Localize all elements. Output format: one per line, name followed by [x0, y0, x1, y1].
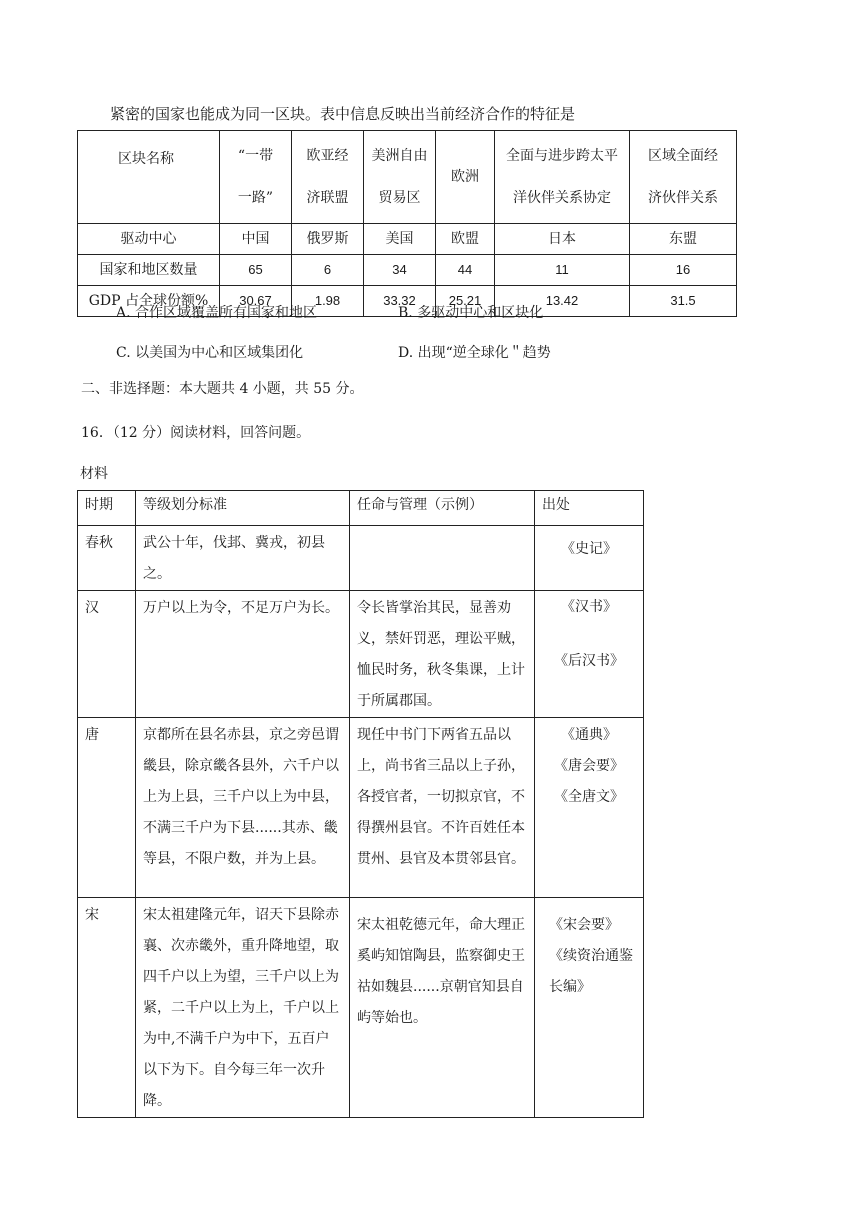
source-item: 《通典》: [561, 727, 617, 743]
table1-header-row: [78, 131, 737, 224]
table1-row-driver: [78, 224, 737, 255]
table-row: [78, 898, 644, 1118]
bloc-name-line1: “一带: [237, 148, 274, 164]
bloc-name-cell: [495, 131, 630, 224]
bloc-name-cell: [436, 131, 495, 224]
bloc-name-line2: 贸易区: [378, 190, 421, 206]
column-header: 等级划分标准: [136, 491, 350, 526]
table-cell: 俄罗斯: [292, 224, 364, 255]
table-cell: 31.5: [630, 286, 737, 317]
source-item: 《宋会要》: [549, 917, 619, 933]
standard-cell: 万户以上为令，不足万户为长。: [136, 591, 350, 718]
table-row: [78, 591, 644, 718]
table-cell: 25.21: [436, 286, 495, 317]
bloc-name-line2: 洋伙伴关系协定: [513, 190, 611, 206]
column-header: 任命与管理（示例）: [350, 491, 535, 526]
bloc-name-line1: 欧亚经: [306, 148, 349, 164]
table-row: [78, 718, 644, 898]
county-system-table: [77, 490, 644, 1118]
bloc-name-line1: 区域全面经: [648, 148, 718, 164]
question-16: 16．（12 分）阅读材料，回答问题。: [81, 425, 311, 441]
bloc-name-line2: 一路”: [237, 190, 274, 206]
standard-cell: 京都所在县名赤县，京之旁邑谓畿县，除京畿各县外，六千户以上为上县，三千户以上为中县，不满三千户为下县......其赤、畿等县，不限户数，并为上县。: [136, 718, 350, 898]
intro-text: 紧密的国家也能成为同一区块。表中信息反映出当前经济合作的特征是: [110, 105, 576, 123]
option-a: A. 合作区域覆盖所有国家和地区: [116, 305, 318, 321]
table-cell: 44: [436, 255, 495, 286]
period-cell: 唐: [78, 718, 136, 898]
standard-cell: 宋太祖建隆元年，诏天下县除赤襄、次赤畿外，重升降地望，取四千户以上为望，三千户以上为紧，二千户以上为上，千户以上为中,不满千户为中下，五百户以下为下。自今每三年一次升降。: [136, 898, 350, 1118]
source-cell: [535, 898, 644, 1118]
bloc-name-cell: [220, 131, 292, 224]
period-cell: 春秋: [78, 526, 136, 591]
section-heading: 二、非选择题：本大题共 4 小题，共 55 分。: [81, 381, 364, 397]
source-item: 《汉书》: [561, 599, 617, 615]
option-d: D. 出现“逆全球化＂趋势: [398, 345, 551, 361]
table-cell: 6: [292, 255, 364, 286]
table-cell: 中国: [220, 224, 292, 255]
source-cell: [535, 718, 644, 898]
table-cell: 16: [630, 255, 737, 286]
option-b: B. 多驱动中心和区块化: [398, 305, 544, 321]
source-cell: [535, 591, 644, 718]
bloc-name-line1: 欧洲: [451, 169, 479, 185]
table-cell: 日本: [495, 224, 630, 255]
column-header: 时期: [78, 491, 136, 526]
economic-blocs-table: [77, 130, 737, 317]
source-item: 《续资治通鉴长编》: [549, 948, 633, 995]
table-cell: 11: [495, 255, 630, 286]
table2-header-row: [78, 491, 644, 526]
source-item: 《唐会要》: [554, 758, 624, 774]
table-cell: 欧盟: [436, 224, 495, 255]
table1-row-count: [78, 255, 737, 286]
period-cell: 汉: [78, 591, 136, 718]
period-cell: 宋: [78, 898, 136, 1118]
column-header: 出处: [535, 491, 644, 526]
bloc-name-line2: 济联盟: [306, 190, 349, 206]
bloc-name-cell: [292, 131, 364, 224]
appointment-cell: 宋太祖乾德元年，命大理正奚屿知馆陶县，监察御史王祜如魏县......京朝官知县自屿等始也。: [350, 898, 535, 1118]
material-label: 材料: [80, 466, 108, 482]
table-cell: 34: [364, 255, 436, 286]
bloc-name-line1: 美洲自由: [371, 148, 428, 164]
option-c: C. 以美国为中心和区域集团化: [116, 345, 304, 361]
bloc-name-cell: [364, 131, 436, 224]
appointment-cell: 令长皆掌治其民，显善劝义，禁奸罚恶，理讼平贼，恤民时务，秋冬集课，上计于所属郡国。: [350, 591, 535, 718]
row-label: GDP 占全球份额%: [78, 286, 220, 317]
table-row: [78, 526, 644, 591]
source-cell: [535, 526, 644, 591]
bloc-name-line2: 济伙伴关系: [648, 190, 718, 206]
table1-header-label: 区块名称: [78, 131, 220, 224]
source-item: 《后汉书》: [554, 653, 624, 669]
table-cell: 1.98: [292, 286, 364, 317]
bloc-name-line1: 全面与进步跨太平: [506, 148, 618, 164]
table-cell: 东盟: [630, 224, 737, 255]
table-cell: 美国: [364, 224, 436, 255]
standard-cell: 武公十年，伐邽、冀戎，初县之。: [136, 526, 350, 591]
table-cell: 13.42: [495, 286, 630, 317]
appointment-cell: [350, 526, 535, 591]
table-cell: 30.67: [220, 286, 292, 317]
row-label: 国家和地区数量: [78, 255, 220, 286]
table-cell: 33.32: [364, 286, 436, 317]
row-label: 驱动中心: [78, 224, 220, 255]
source-item: 《史记》: [561, 541, 617, 557]
bloc-name-cell: [630, 131, 737, 224]
source-item: 《全唐文》: [554, 789, 624, 805]
table-cell: 65: [220, 255, 292, 286]
appointment-cell: 现任中书门下两省五品以上，尚书省三品以上子孙，各授官者，一切拟京官，不得撰州县官。不许百姓任本贯州、县官及本贯邻县官。: [350, 718, 535, 898]
